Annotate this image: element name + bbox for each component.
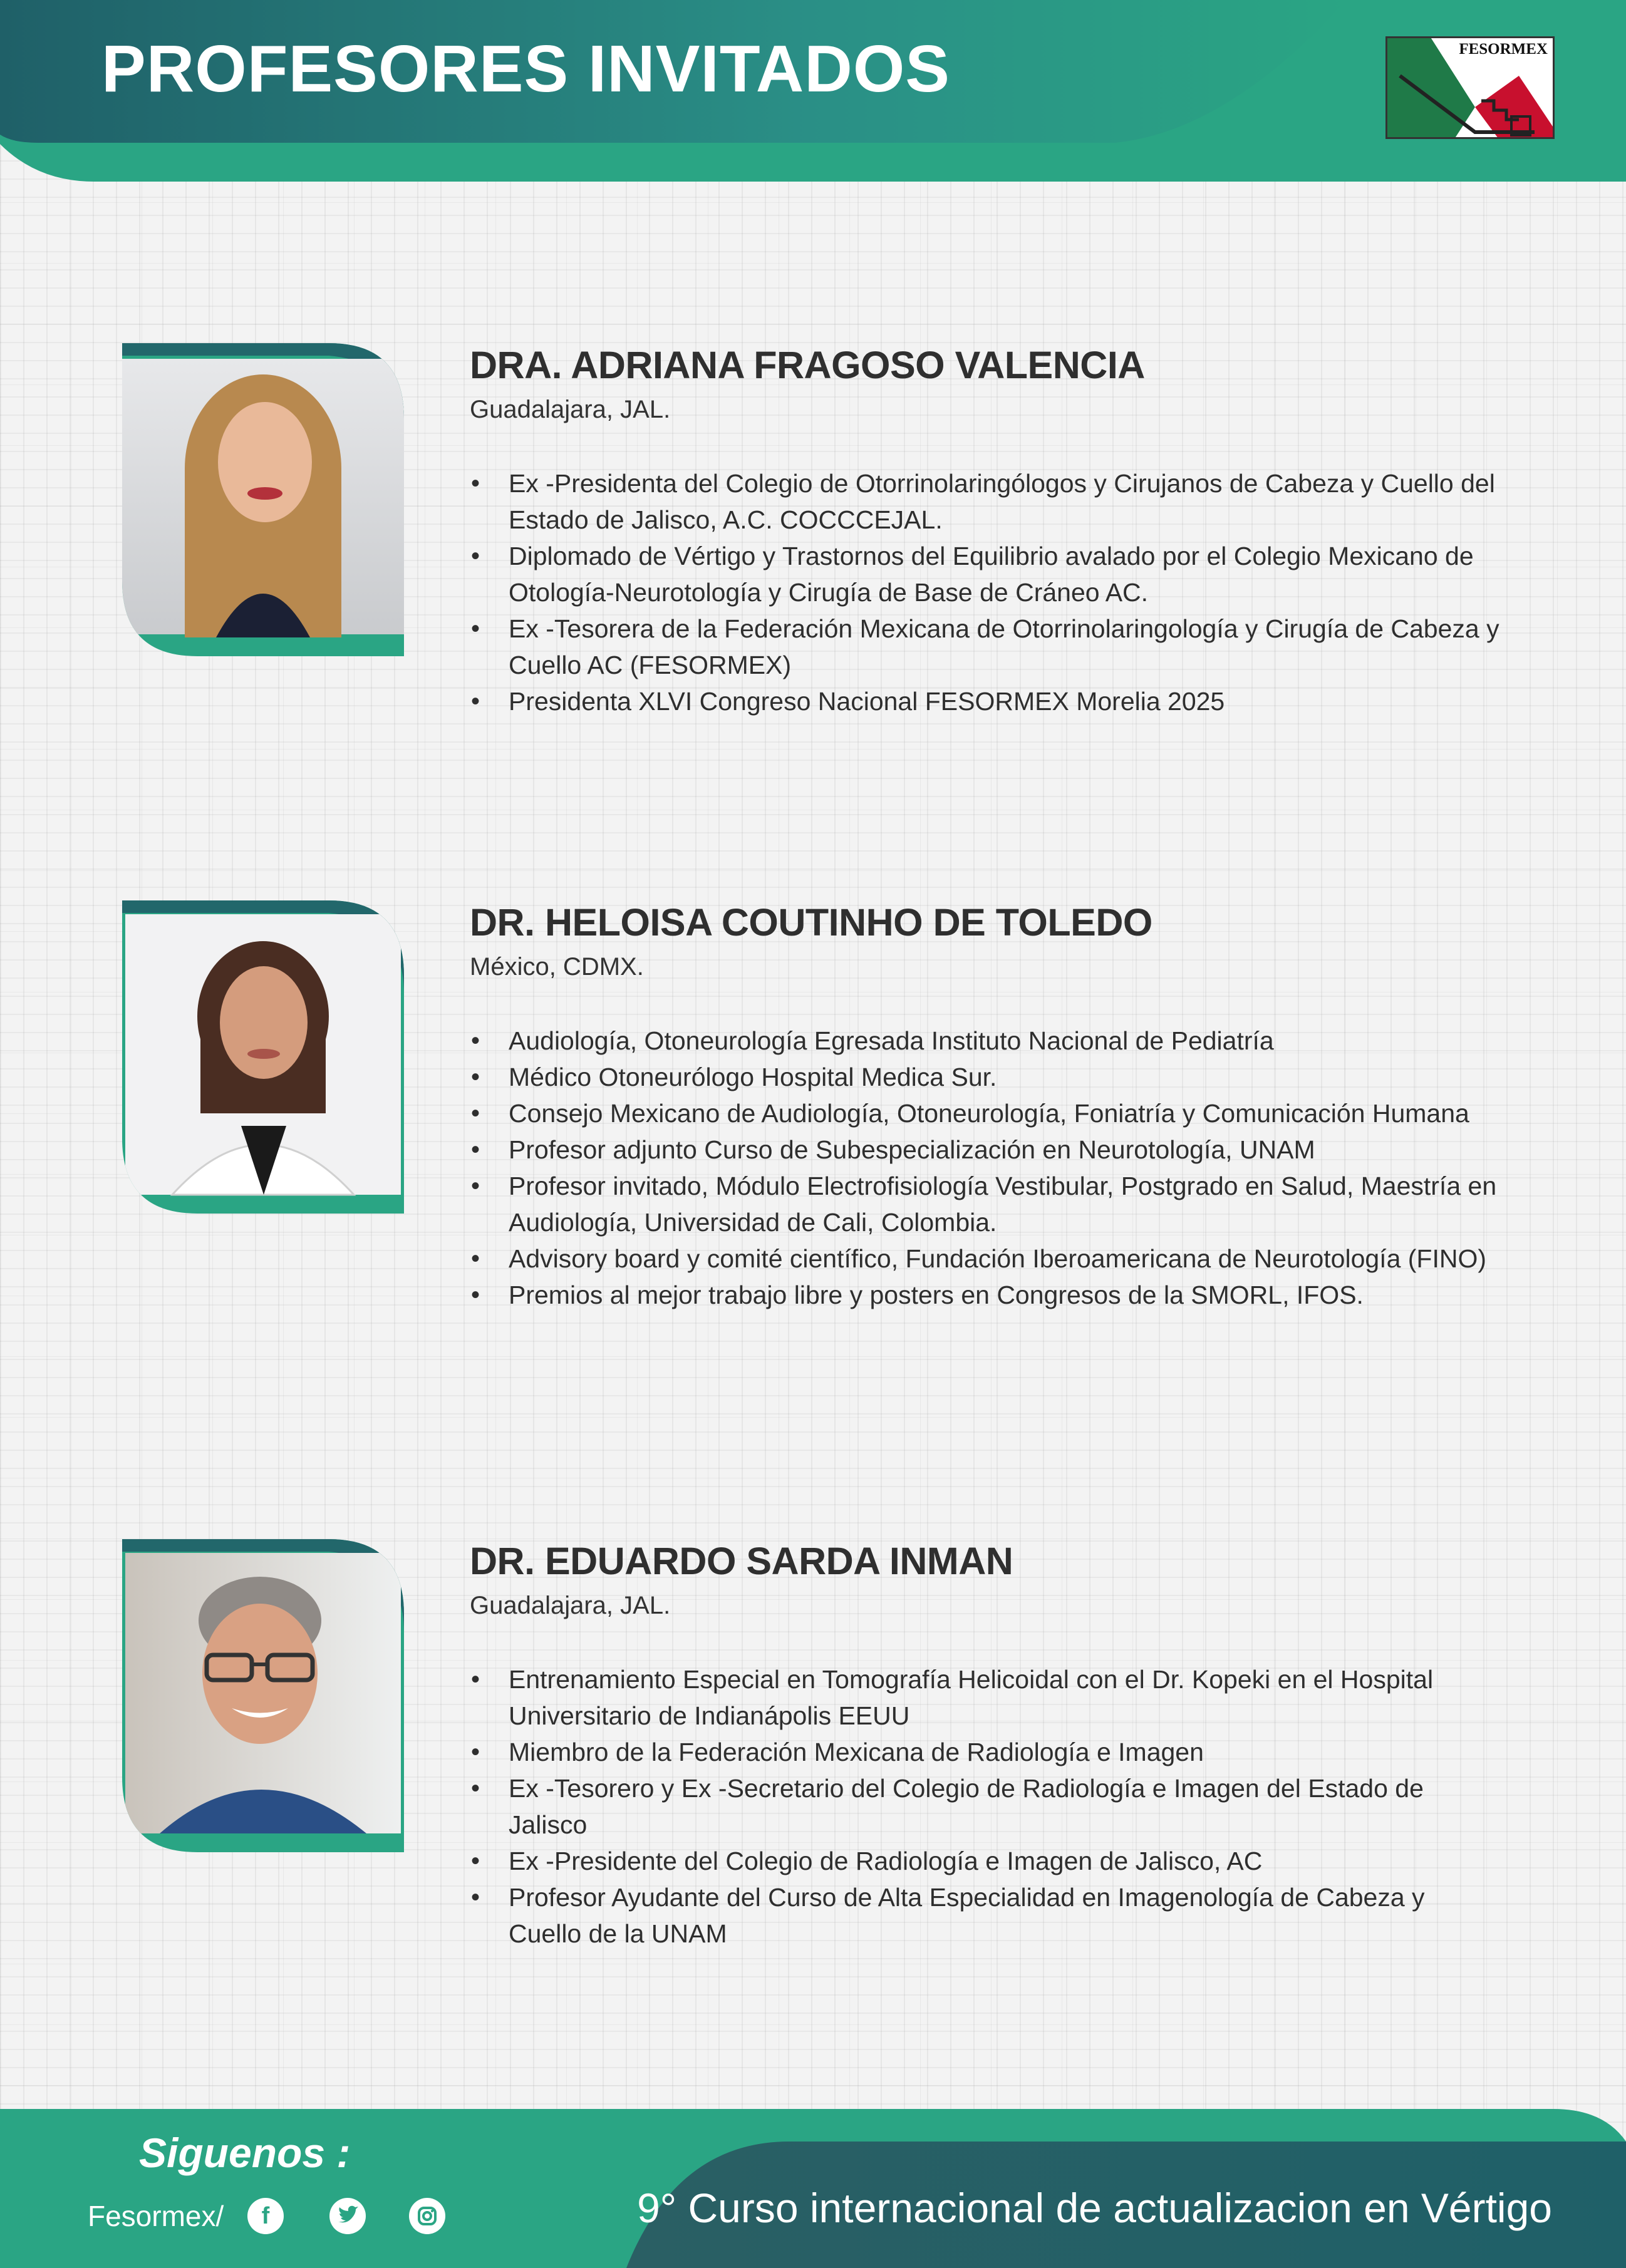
list-item: • Consejo Mexicano de Audiología, Otoneurología, Foniatría y Comunicación Humana [470, 1095, 1503, 1131]
list-item: • Profesor adjunto Curso de Subespecialización en Neurotología, UNAM [470, 1131, 1503, 1168]
list-item: • Entrenamiento Especial en Tomografía Helicoidal con el Dr. Kopeki en el Hospital Universitario de Indianápolis EEUU [470, 1661, 1503, 1734]
list-item: • Ex -Tesorero y Ex -Secretario del Colegio de Radiología e Imagen del Estado de Jalisco [470, 1770, 1503, 1843]
list-item: • Audiología, Otoneurología Egresada Instituto Nacional de Pediatría [470, 1023, 1503, 1059]
list-item: • Profesor Ayudante del Curso de Alta Especialidad en Imagenología de Cabeza y Cuello de la UNAM [470, 1879, 1503, 1952]
professor-name: DRA. ADRIANA FRAGOSO VALENCIA [470, 344, 1145, 386]
page-header [0, 0, 1626, 182]
fesormex-logo [1385, 36, 1555, 139]
profile-photo [122, 900, 404, 1214]
professor-name: DR. HELOISA COUTINHO DE TOLEDO [470, 901, 1152, 944]
credentials-list [470, 1661, 1503, 1952]
list-item: • Diplomado de Vértigo y Trastornos del Equilibrio avalado por el Colegio Mexicano de Otología-Neurotología y Cirugía de Base de Cráneo AC. [470, 538, 1503, 611]
professor-name: DR. EDUARDO SARDA INMAN [470, 1540, 1013, 1582]
twitter-icon[interactable] [329, 2198, 366, 2234]
credentials-list [470, 1023, 1503, 1313]
list-item: • Ex -Presidenta del Colegio de Otorrinolaringólogos y Cirujanos de Cabeza y Cuello del Estado de Jalisco, A.C. COCCCEJAL. [470, 465, 1503, 538]
page-title: PROFESORES INVITADOS [101, 32, 950, 106]
list-item: • Médico Otoneurólogo Hospital Medica Sur. [470, 1059, 1503, 1095]
profile-photo [122, 343, 404, 656]
professor-location: Guadalajara, JAL. [470, 396, 671, 423]
list-item: • Miembro de la Federación Mexicana de Radiología e Imagen [470, 1734, 1503, 1770]
course-title: 9° Curso internacional de actualizacion en Vértigo [637, 2185, 1552, 2231]
profile-info [470, 1539, 1503, 1952]
social-handle: Fesormex/ [88, 2200, 224, 2232]
list-item: • Ex -Tesorera de la Federación Mexicana de Otorrinolaringología y Cirugía de Cabeza y Cuello AC (FESORMEX) [470, 611, 1503, 683]
professor-location: Guadalajara, JAL. [470, 1592, 671, 1619]
list-item: • Profesor invitado, Módulo Electrofisiología Vestibular, Postgrado en Salud, Maestría en Audiología, Universidad de Cali, Colombia. [470, 1168, 1503, 1240]
profile-info [470, 343, 1503, 719]
facebook-icon[interactable]: f [247, 2198, 284, 2234]
professor-location: México, CDMX. [470, 953, 644, 981]
follow-label: Siguenos : [139, 2130, 351, 2176]
list-item: • Advisory board y comité científico, Fundación Iberoamericana de Neurotología (FINO) [470, 1240, 1503, 1277]
list-item: • Ex -Presidente del Colegio de Radiología e Imagen de Jalisco, AC [470, 1843, 1503, 1879]
instagram-icon[interactable] [409, 2198, 445, 2234]
list-item: • Presidenta XLVI Congreso Nacional FESORMEX Morelia 2025 [470, 683, 1503, 719]
credentials-list [470, 465, 1503, 719]
profile-photo [122, 1539, 404, 1852]
list-item: • Premios al mejor trabajo libre y posters en Congresos de la SMORL, IFOS. [470, 1277, 1503, 1313]
profile-info [470, 900, 1503, 1313]
logo-text: FESORMEX [1459, 41, 1548, 58]
